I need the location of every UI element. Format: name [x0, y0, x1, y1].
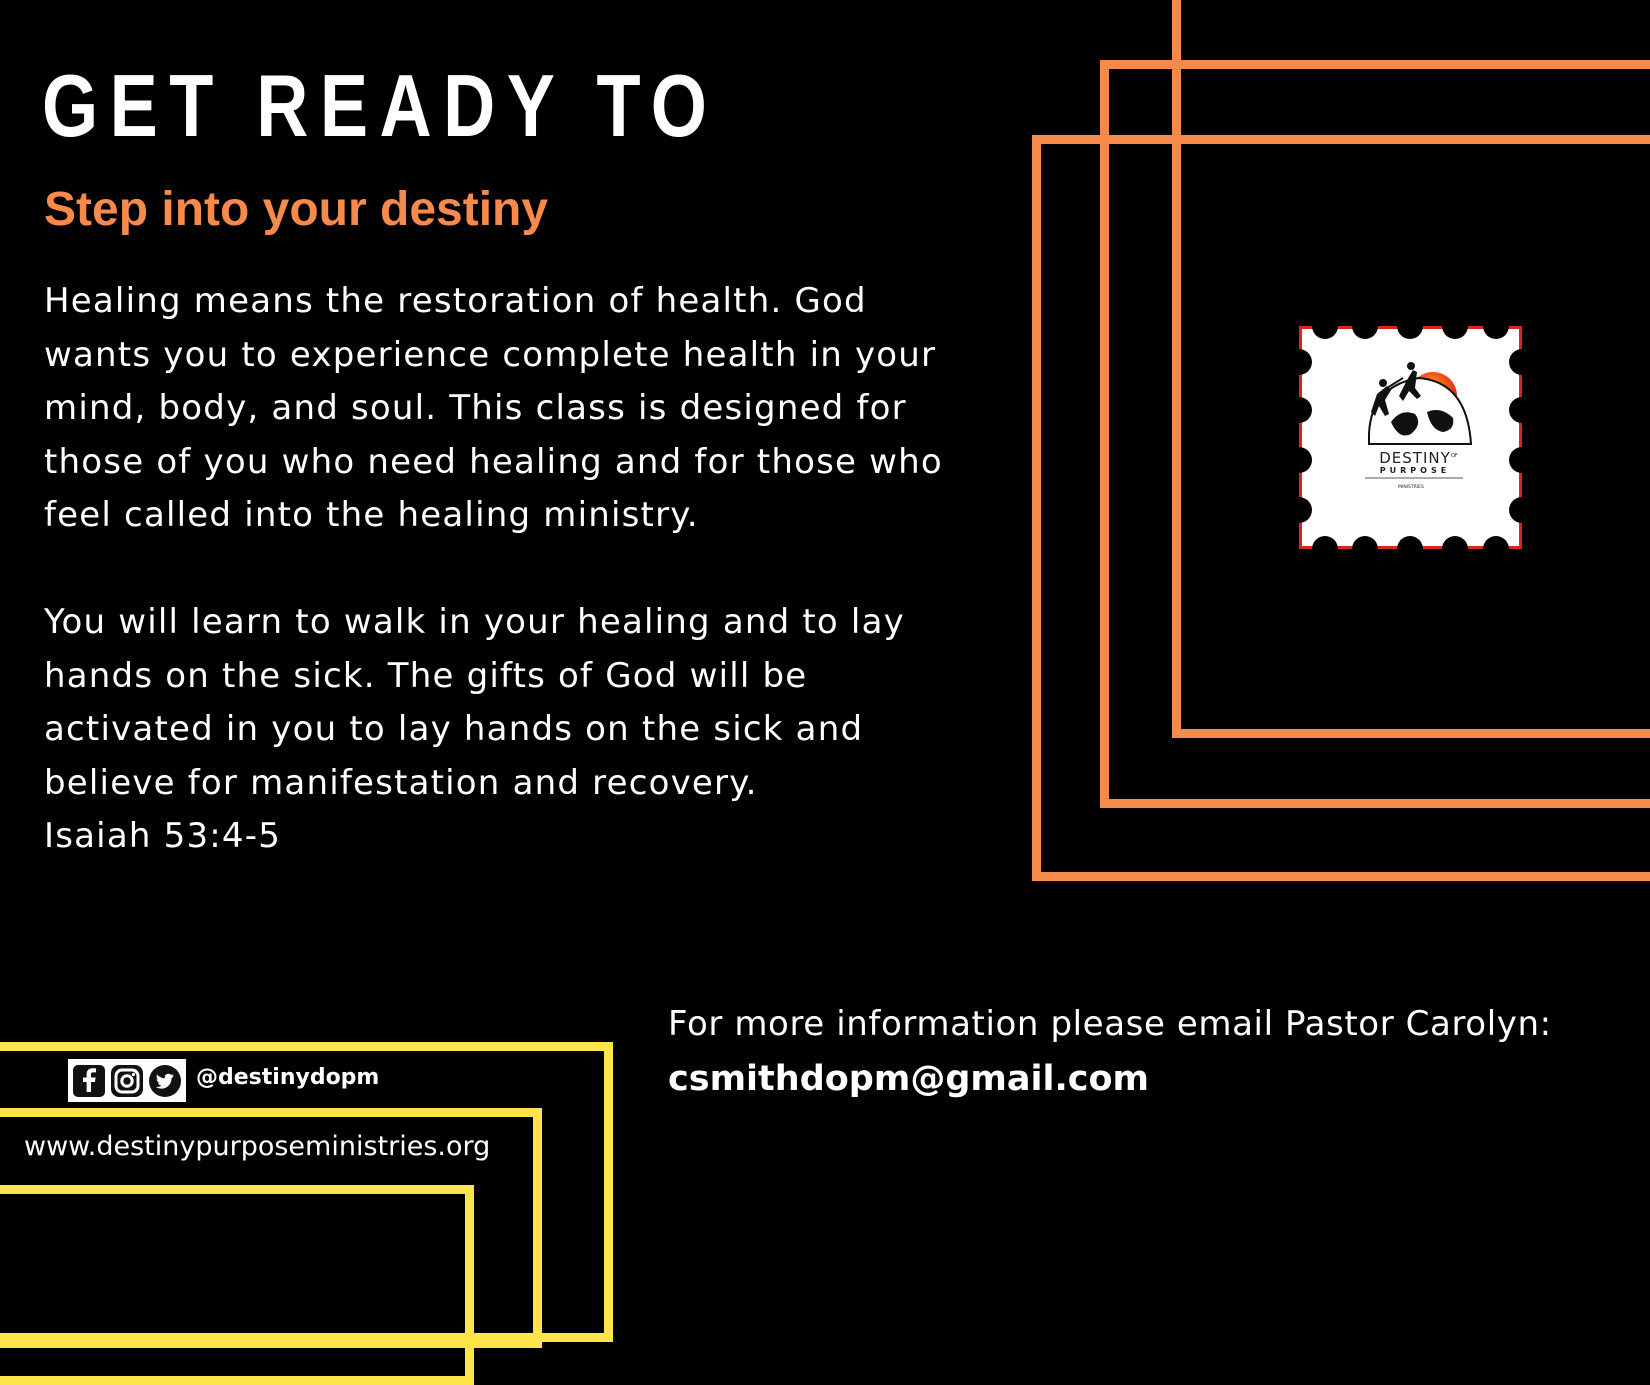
body-text: Healing means the restoration of health. God wants you to experience complete health in your mind, body, and soul. This class is designed for those of you who need healing and for those who feel called into the healing ministry. You will learn to walk in your healing and to lay hands on the sick. The gifts of God will be activated in you to lay hands on the sick and believe for manifestation and recovery. Isaiah 53:4-5 — [44, 281, 943, 856]
subheadline: Step into your destiny — [44, 183, 549, 236]
instagram-icon[interactable] — [110, 1064, 144, 1098]
social-handle[interactable]: @destinydopm — [196, 1065, 380, 1090]
yellow-frame-inner — [0, 1185, 474, 1385]
logo-wordmark-of: OF — [1451, 453, 1458, 459]
facebook-icon[interactable] — [72, 1064, 106, 1098]
twitter-icon[interactable] — [148, 1064, 182, 1098]
logo-stamp — [1299, 326, 1522, 549]
logo-wordmark-destiny: DESTINY — [1379, 449, 1451, 467]
contact-email[interactable]: csmithdopm@gmail.com — [668, 1059, 1150, 1099]
logo-wordmark-ministries: MINISTRIES — [1398, 485, 1424, 490]
headline: GET READY TO — [42, 56, 719, 155]
website-link[interactable]: www.destinypurposeministries.org — [24, 1131, 491, 1162]
social-icons — [68, 1059, 186, 1102]
contact-info-line: For more information please email Pastor Carolyn: — [668, 1004, 1552, 1044]
logo-wordmark-purpose: PURPOSE — [1379, 466, 1451, 475]
